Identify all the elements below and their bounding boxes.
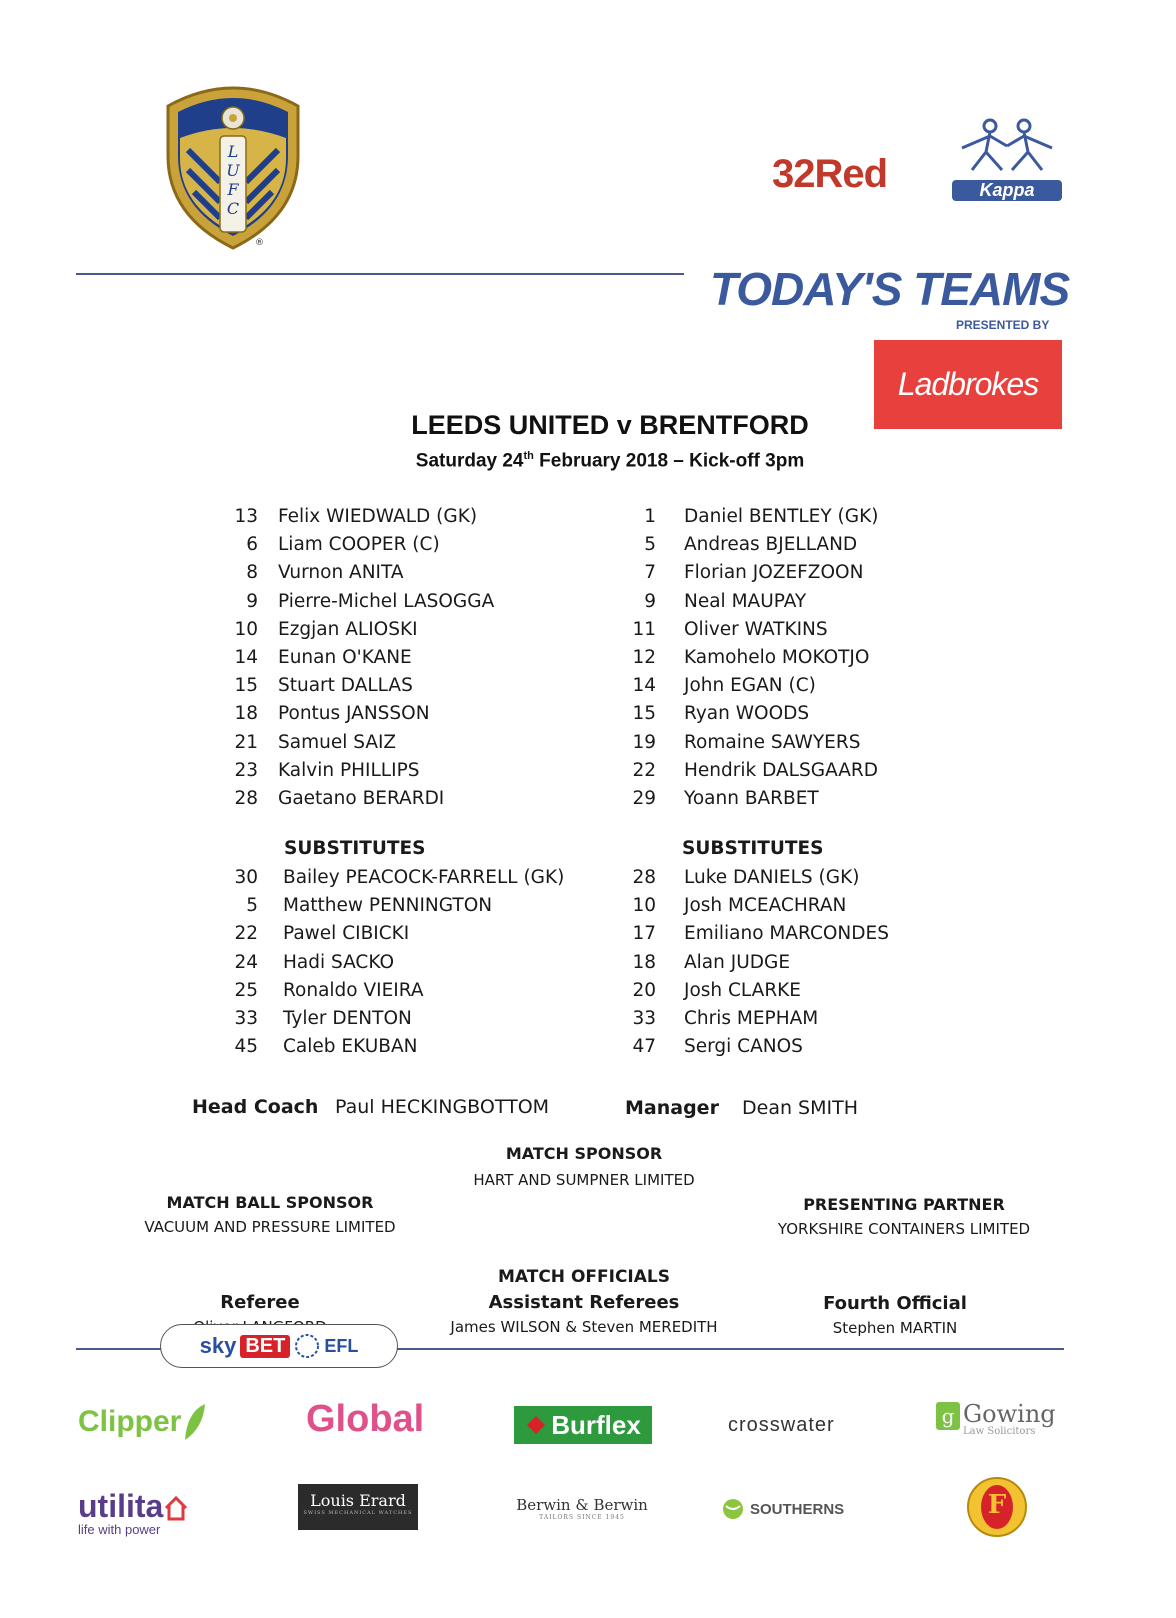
player-number: 22 bbox=[632, 759, 656, 781]
player-number: 25 bbox=[234, 979, 258, 1001]
player-row bbox=[222, 757, 494, 785]
gowing-sub: Law Solicitors bbox=[963, 1426, 1036, 1437]
presented-by-label: PRESENTED BY bbox=[956, 318, 1050, 332]
match-date-suffix: February 2018 – Kick-off 3pm bbox=[533, 450, 805, 472]
match-sponsor-label: MATCH SPONSOR bbox=[505, 1144, 663, 1163]
header-divider bbox=[76, 273, 684, 275]
player-number: 10 bbox=[234, 618, 258, 640]
player-row bbox=[620, 892, 889, 920]
player-row bbox=[620, 588, 878, 616]
player-number: 14 bbox=[234, 647, 258, 669]
ladbrokes-logo: Ladbrokes bbox=[874, 340, 1062, 429]
player-name: Gaetano BERARDI bbox=[278, 788, 445, 810]
player-number: 11 bbox=[632, 618, 656, 640]
clipper-logo bbox=[78, 1402, 209, 1442]
player-row bbox=[222, 531, 494, 559]
burflex-logo bbox=[514, 1406, 652, 1444]
gowing-logo bbox=[936, 1402, 1056, 1437]
player-row bbox=[620, 785, 878, 813]
player-number: 29 bbox=[632, 788, 656, 810]
player-name: Caleb EKUBAN bbox=[283, 1036, 418, 1058]
player-number: 18 bbox=[234, 703, 258, 725]
player-number: 9 bbox=[644, 590, 656, 612]
player-number: 33 bbox=[234, 1008, 258, 1030]
fosters-letter: F bbox=[987, 1490, 1007, 1520]
player-row bbox=[222, 672, 494, 700]
player-name: Florian JOZEFZOON bbox=[684, 562, 864, 584]
player-row bbox=[222, 616, 494, 644]
player-number: 10 bbox=[632, 895, 656, 917]
louis-erard-wordmark: Louis Erard bbox=[310, 1491, 406, 1510]
match-sponsor-name: HART AND SUMPNER LIMITED bbox=[473, 1171, 695, 1189]
utilita-house-icon bbox=[163, 1494, 189, 1522]
gowing-wordmark: Gowing bbox=[963, 1400, 1056, 1428]
skybet-efl-badge bbox=[160, 1324, 398, 1368]
louis-erard-sub: SWISS MECHANICAL WATCHES bbox=[303, 1510, 413, 1516]
home-subs-list bbox=[222, 864, 564, 1061]
player-row bbox=[222, 1005, 564, 1033]
utilita-logo bbox=[78, 1490, 189, 1537]
player-number: 19 bbox=[632, 731, 656, 753]
player-number: 18 bbox=[632, 951, 656, 973]
player-row bbox=[620, 949, 889, 977]
player-number: 47 bbox=[632, 1036, 656, 1058]
southerns-ball-icon bbox=[722, 1498, 744, 1520]
player-row bbox=[620, 757, 878, 785]
player-name: Vurnon ANITA bbox=[278, 562, 404, 584]
player-row bbox=[222, 503, 494, 531]
player-name: Ronaldo VIEIRA bbox=[283, 979, 424, 1001]
player-row bbox=[620, 644, 878, 672]
player-number: 8 bbox=[246, 562, 258, 584]
assistants-label: Assistant Referees bbox=[488, 1292, 680, 1313]
player-number: 5 bbox=[246, 895, 258, 917]
partner-label: PRESENTING PARTNER bbox=[803, 1195, 1005, 1214]
player-name: Oliver WATKINS bbox=[684, 618, 828, 640]
player-number: 15 bbox=[234, 675, 258, 697]
assistants-names: James WILSON & Steven MEREDITH bbox=[450, 1318, 718, 1336]
player-name: Andreas BJELLAND bbox=[684, 534, 858, 556]
kappa-wordmark: Kappa bbox=[952, 180, 1062, 201]
player-number: 13 bbox=[234, 506, 258, 527]
utilita-tagline: life with power bbox=[78, 1522, 161, 1537]
page-title: TODAY'S TEAMS bbox=[710, 263, 1070, 315]
crest-letters: LUFC bbox=[226, 142, 240, 218]
player-row bbox=[620, 1005, 889, 1033]
southerns-logo bbox=[722, 1498, 844, 1520]
player-number: 6 bbox=[246, 534, 258, 556]
player-number: 5 bbox=[644, 534, 656, 556]
berwin-sub: TAILORS SINCE 1945 bbox=[539, 1514, 625, 1521]
partner-name: YORKSHIRE CONTAINERS LIMITED bbox=[777, 1220, 1031, 1238]
bet-wordmark: BET bbox=[240, 1335, 290, 1358]
player-row bbox=[222, 729, 494, 757]
player-row bbox=[620, 1033, 889, 1061]
player-name: Pawel CIBICKI bbox=[283, 923, 410, 945]
player-row bbox=[620, 616, 878, 644]
away-starting-list bbox=[620, 503, 878, 813]
fourth-official-label: Fourth Official bbox=[823, 1293, 967, 1314]
player-number: 45 bbox=[234, 1036, 258, 1058]
player-row bbox=[222, 785, 494, 813]
ball-sponsor-name: VACUUM AND PRESSURE LIMITED bbox=[144, 1218, 396, 1236]
sky-wordmark: sky bbox=[199, 1333, 237, 1358]
player-number: 33 bbox=[632, 1008, 656, 1030]
player-name: Liam COOPER (C) bbox=[278, 534, 440, 556]
player-name: Tyler DENTON bbox=[283, 1008, 412, 1030]
berwin-logo bbox=[508, 1496, 656, 1521]
player-row bbox=[620, 920, 889, 948]
player-name: Stuart DALLAS bbox=[278, 675, 413, 697]
player-row bbox=[222, 588, 494, 616]
efl-ball-icon bbox=[294, 1333, 320, 1359]
player-name: Josh CLARKE bbox=[684, 979, 801, 1001]
ball-sponsor-label: MATCH BALL SPONSOR bbox=[166, 1193, 374, 1212]
player-name: Sergi CANOS bbox=[684, 1036, 803, 1058]
player-number: 23 bbox=[234, 759, 258, 781]
player-name: Ryan WOODS bbox=[684, 703, 810, 725]
player-name: Samuel SAIZ bbox=[278, 731, 397, 753]
player-number: 12 bbox=[632, 647, 656, 669]
player-row bbox=[222, 644, 494, 672]
player-name: Chris MEPHAM bbox=[684, 1008, 819, 1030]
home-subs-heading: SUBSTITUTES bbox=[284, 838, 426, 859]
player-name: Kalvin PHILLIPS bbox=[278, 759, 420, 781]
player-number: 20 bbox=[632, 979, 656, 1001]
away-subs-list bbox=[620, 864, 889, 1061]
player-name: Ezgjan ALIOSKI bbox=[278, 618, 418, 640]
player-name: Daniel BENTLEY (GK) bbox=[684, 506, 879, 527]
player-row bbox=[222, 920, 564, 948]
player-row bbox=[620, 672, 878, 700]
player-row bbox=[222, 949, 564, 977]
southerns-wordmark: SOUTHERNS bbox=[750, 1500, 845, 1518]
fourth-official-name: Stephen MARTIN bbox=[832, 1319, 958, 1337]
player-row bbox=[620, 864, 889, 892]
player-row bbox=[222, 559, 494, 587]
player-name: Neal MAUPAY bbox=[684, 590, 807, 612]
player-row bbox=[222, 864, 564, 892]
sponsor-32red-logo: 32Red bbox=[772, 152, 888, 196]
match-date bbox=[300, 450, 920, 472]
away-manager-label: Manager bbox=[625, 1097, 719, 1119]
burflex-mark-icon bbox=[525, 1414, 547, 1436]
player-row bbox=[620, 977, 889, 1005]
away-manager-name: Dean SMITH bbox=[742, 1097, 858, 1119]
player-number: 21 bbox=[234, 731, 258, 753]
player-name: Pierre-Michel LASOGGA bbox=[278, 590, 495, 612]
player-number: 15 bbox=[632, 703, 656, 725]
player-row bbox=[222, 700, 494, 728]
crosswater-logo: crosswater bbox=[728, 1414, 835, 1436]
player-row bbox=[222, 892, 564, 920]
match-date-sup: th bbox=[523, 450, 534, 462]
player-row bbox=[222, 977, 564, 1005]
player-name: Matthew PENNINGTON bbox=[283, 895, 493, 917]
away-subs-heading: SUBSTITUTES bbox=[682, 838, 824, 859]
player-row bbox=[620, 729, 878, 757]
player-name: John EGAN (C) bbox=[684, 675, 816, 697]
gowing-g-icon bbox=[936, 1402, 960, 1430]
home-starting-list bbox=[222, 503, 494, 813]
svg-text:g: g bbox=[941, 1404, 955, 1428]
player-row bbox=[620, 531, 878, 559]
registered-mark: ® bbox=[255, 238, 264, 248]
player-name: Hadi SACKO bbox=[283, 951, 395, 973]
player-name: Luke DANIELS (GK) bbox=[684, 867, 860, 888]
player-name: Romaine SAWYERS bbox=[684, 731, 861, 753]
clipper-wordmark: Clipper bbox=[78, 1405, 182, 1438]
player-row bbox=[620, 559, 878, 587]
berwin-wordmark: Berwin & Berwin bbox=[516, 1496, 648, 1514]
burflex-wordmark: Burflex bbox=[551, 1409, 641, 1440]
player-name: Bailey PEACOCK-FARRELL (GK) bbox=[283, 867, 565, 888]
player-number: 14 bbox=[632, 675, 656, 697]
player-number: 28 bbox=[632, 867, 656, 888]
home-coach-name: Paul HECKINGBOTTOM bbox=[335, 1096, 550, 1118]
player-name: Pontus JANSSON bbox=[278, 703, 430, 725]
clipper-leaf-icon bbox=[181, 1402, 209, 1442]
player-number: 24 bbox=[234, 951, 258, 973]
utilita-wordmark: utilita bbox=[78, 1488, 164, 1524]
match-title: LEEDS UNITED v BRENTFORD bbox=[411, 410, 809, 440]
player-number: 9 bbox=[246, 590, 258, 612]
player-row bbox=[620, 503, 878, 531]
home-coach-label: Head Coach bbox=[192, 1096, 319, 1118]
player-number: 17 bbox=[632, 923, 656, 945]
player-row bbox=[620, 700, 878, 728]
efl-wordmark: EFL bbox=[324, 1335, 359, 1356]
player-name: Emiliano MARCONDES bbox=[684, 923, 889, 945]
kappa-figures-icon bbox=[952, 118, 1062, 174]
player-number: 22 bbox=[234, 923, 258, 945]
global-logo: Global bbox=[306, 1398, 425, 1440]
referee-label: Referee bbox=[220, 1292, 300, 1313]
player-name: Hendrik DALSGAARD bbox=[684, 759, 878, 781]
match-date-prefix: Saturday 24 bbox=[415, 450, 524, 472]
player-name: Felix WIEDWALD (GK) bbox=[278, 506, 478, 527]
louis-erard-logo bbox=[298, 1484, 418, 1530]
player-row bbox=[222, 1033, 564, 1061]
officials-heading: MATCH OFFICIALS bbox=[497, 1267, 670, 1287]
player-number: 28 bbox=[234, 788, 258, 810]
kappa-logo bbox=[952, 118, 1062, 198]
player-name: Josh MCEACHRAN bbox=[684, 895, 847, 917]
player-name: Yoann BARBET bbox=[684, 788, 819, 810]
player-name: Eunan O'KANE bbox=[278, 647, 412, 669]
player-number: 7 bbox=[644, 562, 656, 584]
player-number: 1 bbox=[644, 506, 656, 527]
player-number: 30 bbox=[234, 867, 258, 888]
player-name: Kamohelo MOKOTJO bbox=[684, 647, 870, 669]
player-name: Alan JUDGE bbox=[684, 951, 791, 973]
